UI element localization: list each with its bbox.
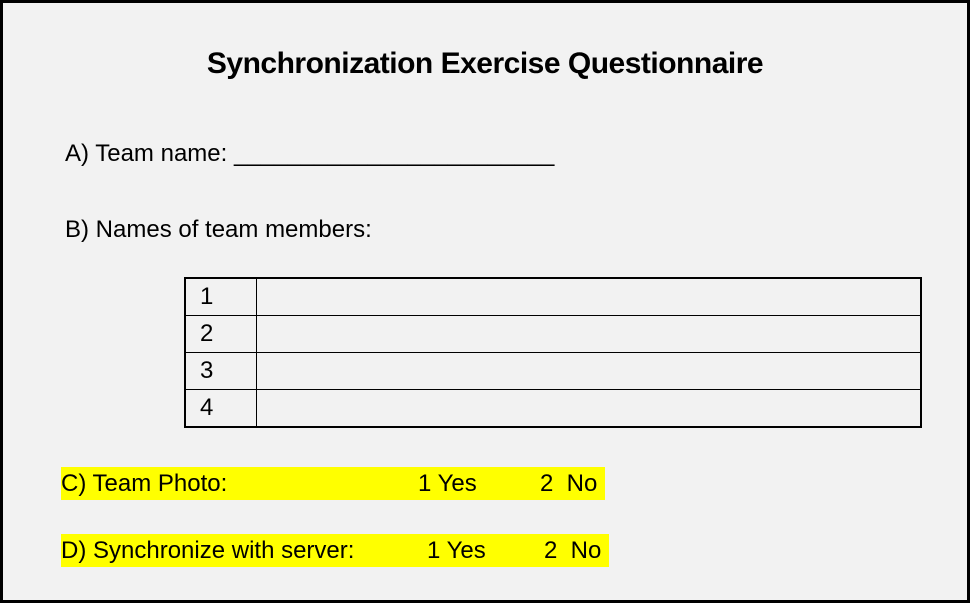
- row-number: 1: [185, 278, 257, 316]
- question-d-option-no[interactable]: 2 No: [544, 536, 602, 564]
- page-title: Synchronization Exercise Questionnaire: [206, 47, 764, 80]
- team-members-table: [184, 277, 922, 428]
- question-b-label: B) Names of team members:: [65, 216, 372, 243]
- member-name-input-cell[interactable]: [257, 316, 922, 353]
- member-name-input-cell[interactable]: [257, 353, 922, 390]
- question-d: [61, 534, 609, 567]
- row-number: 4: [185, 390, 257, 428]
- row-number: 3: [185, 353, 257, 390]
- table-row: [185, 390, 921, 428]
- question-a: [65, 140, 554, 168]
- table-row: [185, 278, 921, 316]
- row-number: 2: [185, 316, 257, 353]
- question-b: [65, 216, 372, 244]
- member-name-input-cell[interactable]: [257, 278, 922, 316]
- question-c: [61, 467, 605, 500]
- question-d-label: D) Synchronize with server:: [61, 536, 355, 564]
- question-a-label: A) Team name:: [65, 140, 228, 167]
- question-c-option-no[interactable]: 2 No: [540, 469, 598, 497]
- table-row: [185, 316, 921, 353]
- question-c-option-yes[interactable]: 1 Yes: [418, 469, 477, 497]
- member-name-input-cell[interactable]: [257, 390, 922, 428]
- table-row: [185, 353, 921, 390]
- question-d-option-yes[interactable]: 1 Yes: [427, 536, 486, 564]
- question-c-label: C) Team Photo:: [61, 469, 228, 497]
- team-name-blank-field[interactable]: ________________________: [233, 140, 555, 167]
